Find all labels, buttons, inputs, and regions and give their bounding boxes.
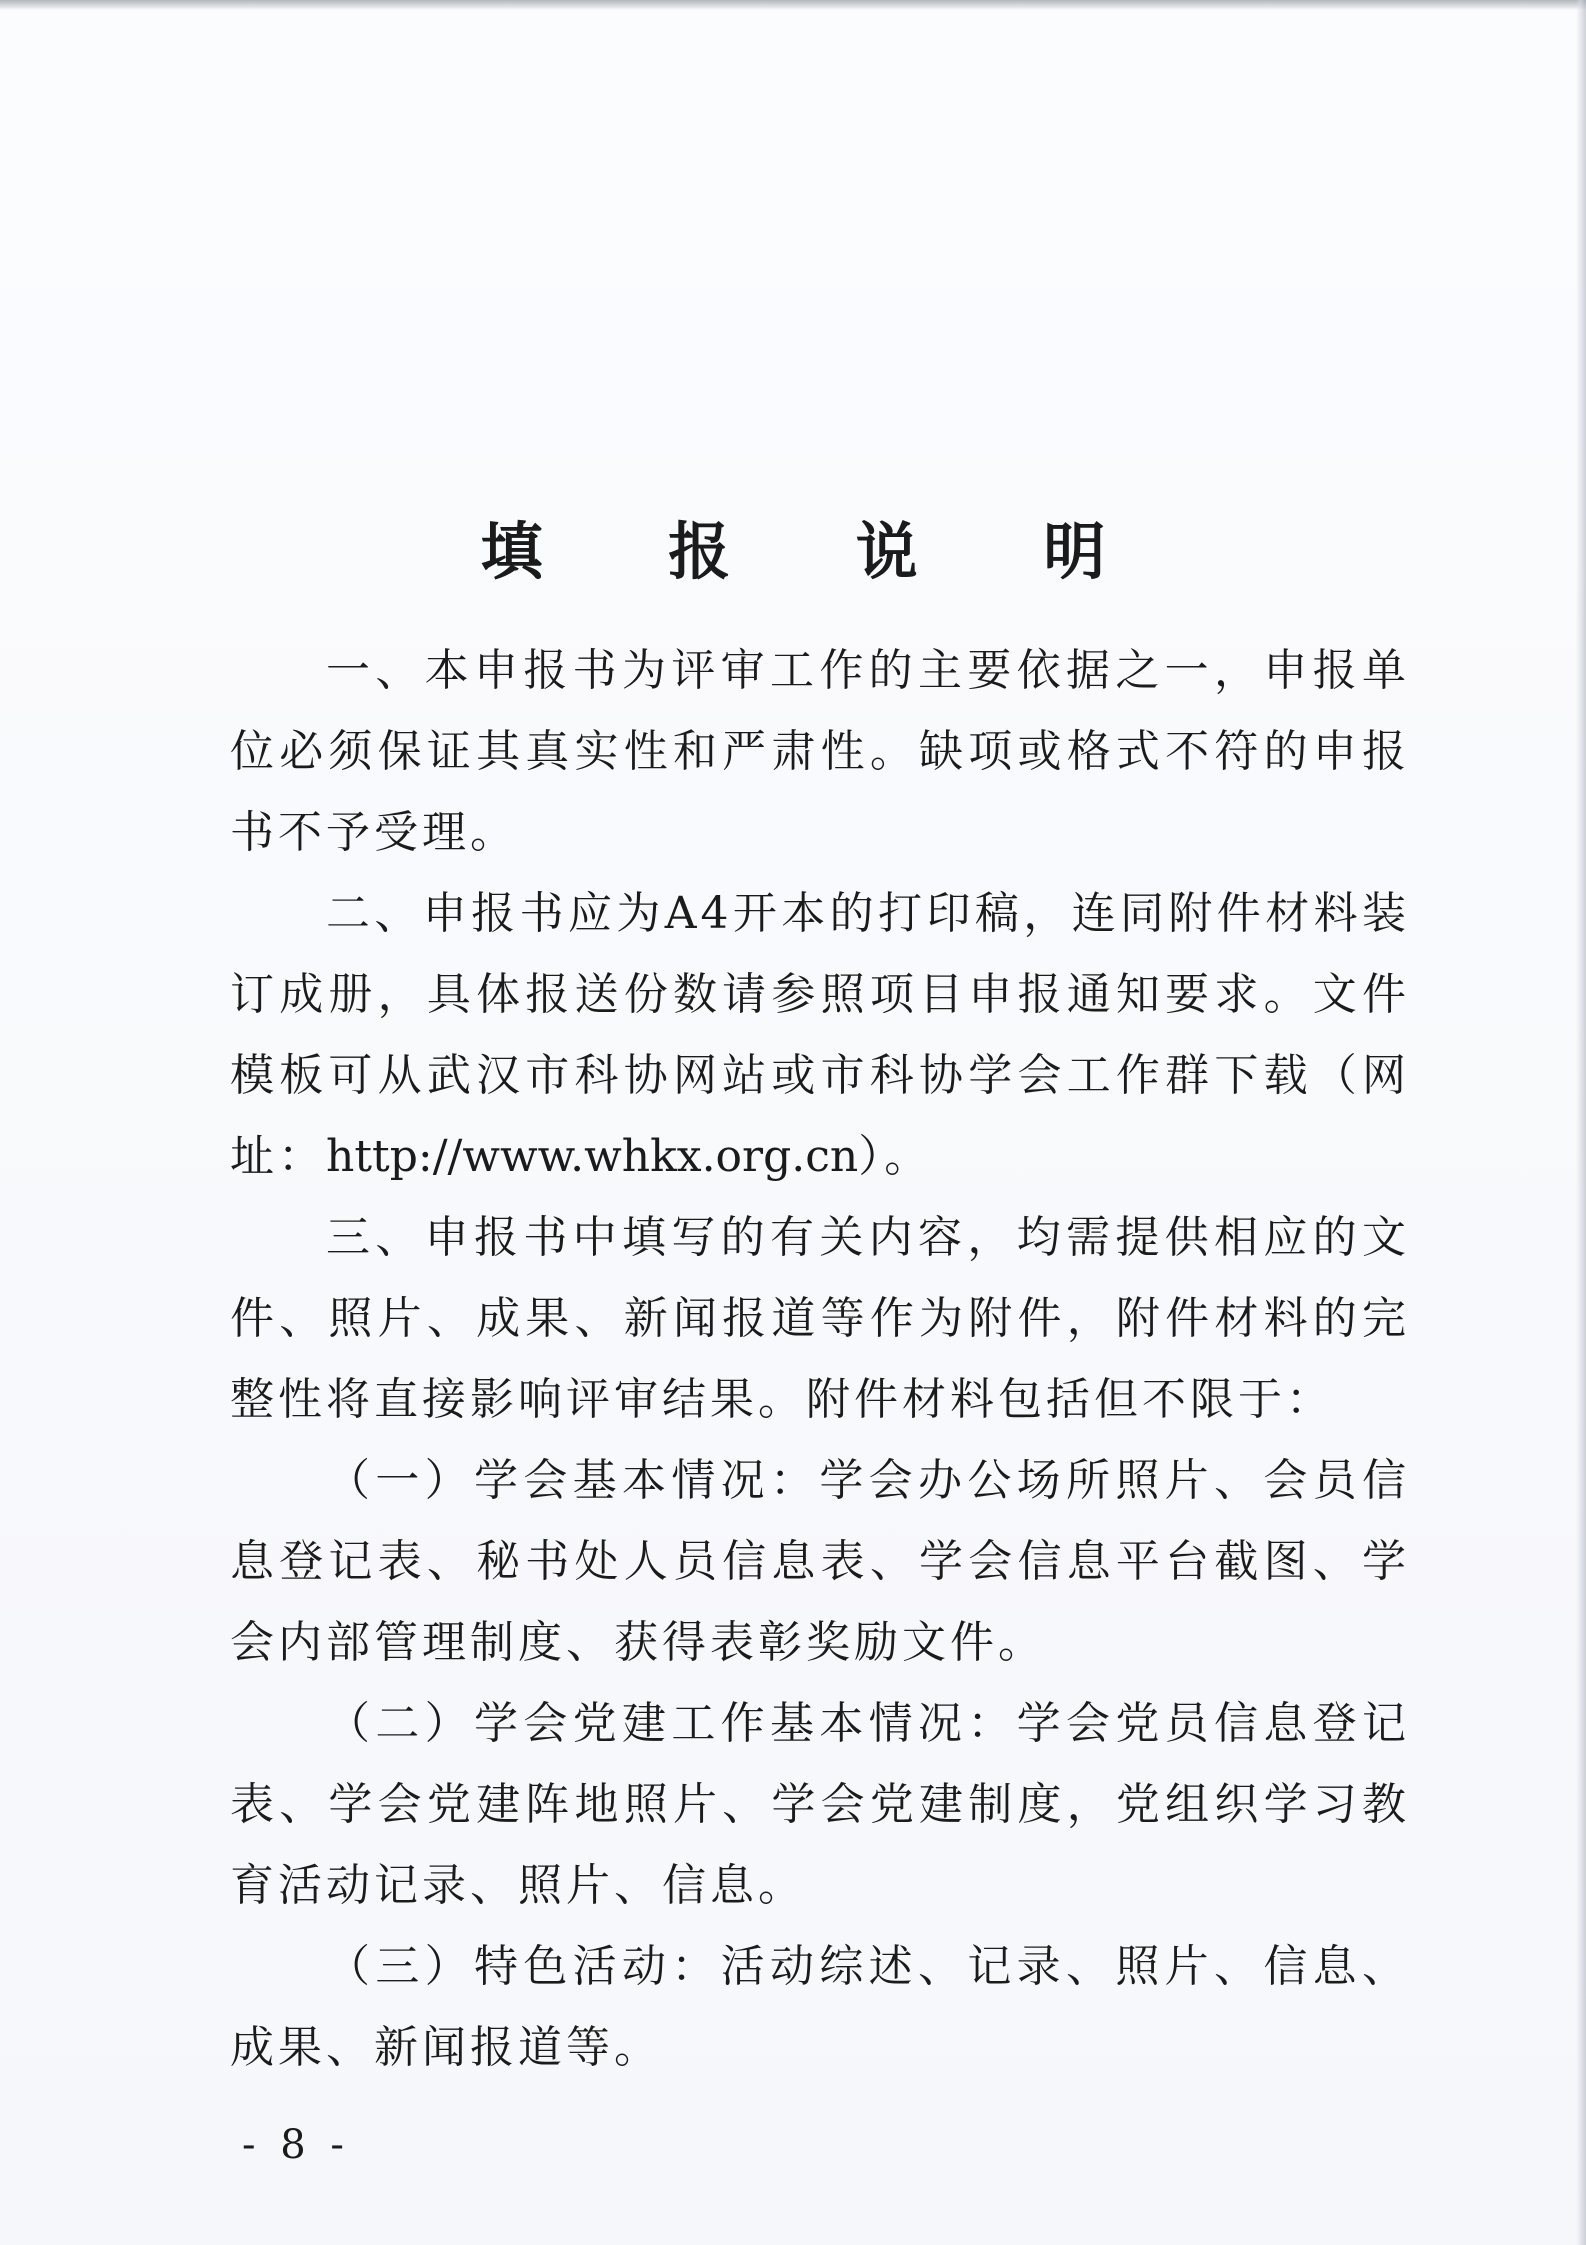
paragraph-2: [230, 873, 1410, 1197]
page-number: - 8 -: [242, 2122, 350, 2168]
sub-item-3: （三）特色活动：活动综述、记录、照片、信息、成果、新闻报道等。: [230, 1941, 1410, 2073]
scan-edge-right: [1576, 0, 1586, 2245]
paragraph-1: 一、本申报书为评审工作的主要依据之一，申报单位必须保证其真实性和严肃性。缺项或格式不符的申报书不予受理。: [230, 645, 1410, 858]
paragraph-2-text: 二、申报书应为A4开本的打印稿，连同附件材料装订成册，具体报送份数请参照项目申报通知要求。文件模板可从武汉市科协网站或市科协学会工作群下载（网址：: [230, 888, 1410, 1182]
instructions-body: [230, 630, 1410, 2088]
page-title: 填 报 说 明: [480, 514, 1158, 588]
paragraph-2-suffix: ）。: [858, 1131, 933, 1182]
website-url: http://www.whkx.org.cn: [326, 1131, 859, 1182]
sub-item-1: （一）学会基本情况：学会办公场所照片、会员信息登记表、秘书处人员信息表、学会信息平台截图、学会内部管理制度、获得表彰奖励文件。: [230, 1455, 1410, 1668]
scan-edge-top: [0, 0, 1586, 10]
paragraph-3: 三、申报书中填写的有关内容，均需提供相应的文件、照片、成果、新闻报道等作为附件，附件材料的完整性将直接影响评审结果。附件材料包括但不限于：: [230, 1212, 1410, 1425]
sub-item-2: （二）学会党建工作基本情况：学会党员信息登记表、学会党建阵地照片、学会党建制度，党组织学习教育活动记录、照片、信息。: [230, 1698, 1410, 1911]
